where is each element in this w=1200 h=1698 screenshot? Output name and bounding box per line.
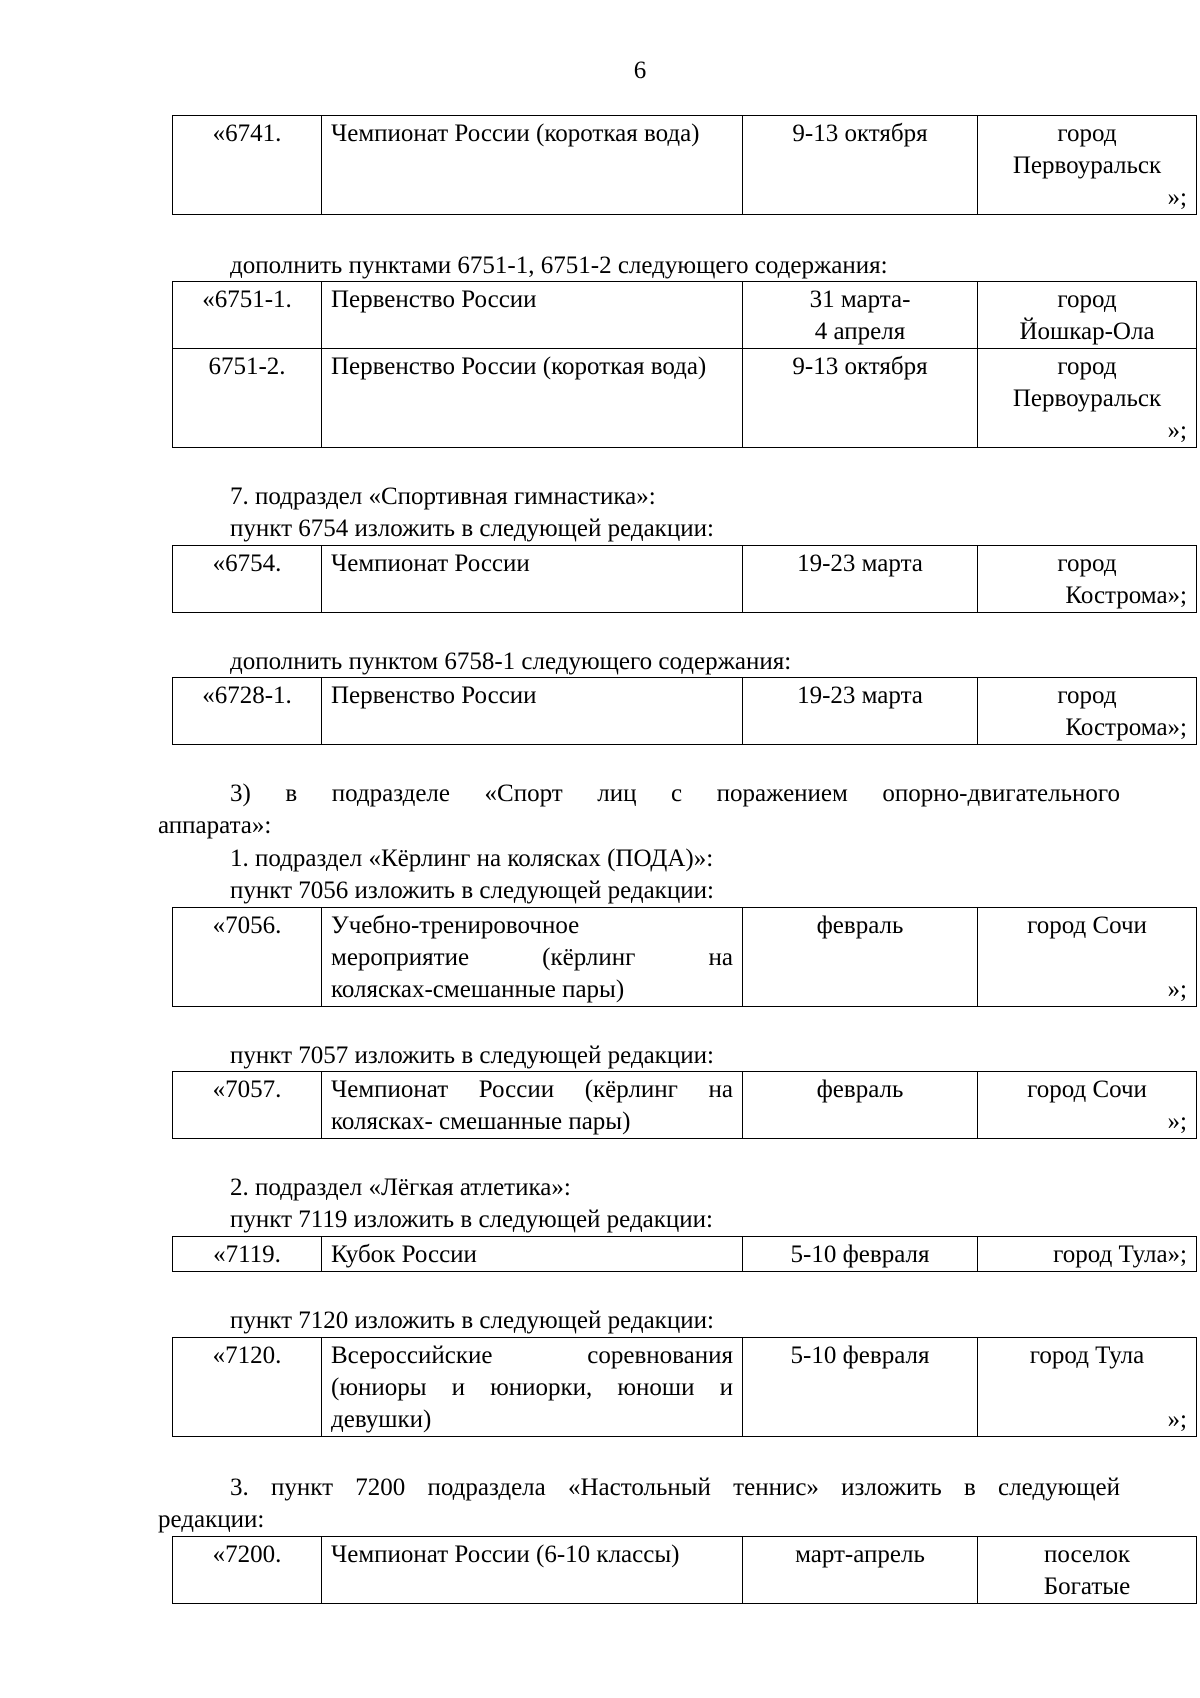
row-terminator: »; bbox=[1167, 417, 1187, 444]
item-number: «6754. bbox=[173, 546, 322, 613]
event-name: Чемпионат России (6-10 классы) bbox=[322, 1537, 743, 1604]
event-place bbox=[978, 282, 1197, 349]
table-row bbox=[173, 1072, 1197, 1139]
paragraph: редакции: bbox=[158, 1506, 265, 1533]
row-terminator: »; bbox=[1167, 184, 1187, 211]
date-line: 4 апреля bbox=[814, 318, 906, 345]
table-7057 bbox=[172, 1071, 1197, 1139]
place-text: город Сочи bbox=[1027, 1076, 1147, 1103]
table-row bbox=[173, 282, 1197, 349]
paragraph: дополнить пунктом 6758-1 следующего содержания: bbox=[230, 648, 792, 675]
table-row bbox=[173, 116, 1197, 215]
table-7200 bbox=[172, 1536, 1197, 1604]
table-6741 bbox=[172, 115, 1197, 215]
event-date: 19-23 марта bbox=[743, 546, 978, 613]
event-place bbox=[978, 908, 1197, 1007]
event-place bbox=[978, 1072, 1197, 1139]
event-name bbox=[322, 908, 743, 1007]
event-date: 19-23 марта bbox=[743, 678, 978, 745]
event-place bbox=[978, 1338, 1197, 1437]
table-7056 bbox=[172, 907, 1197, 1007]
item-number: «7120. bbox=[173, 1338, 322, 1437]
item-number: «6741. bbox=[173, 116, 322, 215]
name-line: мероприятие (кёрлинг на bbox=[331, 944, 733, 971]
place-line: город bbox=[1057, 286, 1117, 313]
table-row bbox=[173, 1537, 1197, 1604]
event-date: 9-13 октября bbox=[743, 116, 978, 215]
place-line: Кострома»; bbox=[1065, 582, 1187, 609]
table-row bbox=[173, 349, 1197, 448]
paragraph: 2. подраздел «Лёгкая атлетика»: bbox=[230, 1174, 571, 1201]
row-terminator: »; bbox=[1167, 1108, 1187, 1135]
paragraph: дополнить пунктами 6751-1, 6751-2 следующего содержания: bbox=[230, 252, 888, 279]
place-line: Йошкар-Ола bbox=[1019, 318, 1155, 345]
event-date: 5-10 февраля bbox=[743, 1338, 978, 1437]
paragraph: 1. подраздел «Кёрлинг на колясках (ПОДА)»: bbox=[230, 845, 714, 872]
event-date: 9-13 октября bbox=[743, 349, 978, 448]
paragraph: пункт 6754 изложить в следующей редакции: bbox=[230, 515, 714, 542]
table-row bbox=[173, 1237, 1197, 1272]
place-text: город Сочи bbox=[1027, 912, 1147, 939]
event-place bbox=[978, 116, 1197, 215]
event-name: Чемпионат России (кёрлинг на колясках- смешанные пары) bbox=[322, 1072, 743, 1139]
item-number: «7200. bbox=[173, 1537, 322, 1604]
event-name: Первенство России bbox=[322, 678, 743, 745]
paragraph: пункт 7119 изложить в следующей редакции: bbox=[230, 1206, 713, 1233]
table-7119 bbox=[172, 1236, 1197, 1272]
event-date: февраль bbox=[743, 908, 978, 1007]
paragraph: пункт 7056 изложить в следующей редакции: bbox=[230, 877, 714, 904]
table-6751 bbox=[172, 281, 1197, 448]
item-number: «7057. bbox=[173, 1072, 322, 1139]
name-line: Учебно-тренировочное bbox=[331, 912, 580, 939]
paragraph: пункт 7120 изложить в следующей редакции: bbox=[230, 1307, 714, 1334]
name-line: колясках-смешанные пары) bbox=[331, 976, 625, 1003]
item-number: 6751-2. bbox=[173, 349, 322, 448]
place-text: город Тула bbox=[1029, 1342, 1145, 1369]
item-number: «7056. bbox=[173, 908, 322, 1007]
event-name: Всероссийские соревнования (юниоры и юниорки, юноши и девушки) bbox=[322, 1338, 743, 1437]
place-text: город Первоуральск bbox=[1012, 120, 1162, 179]
table-row bbox=[173, 546, 1197, 613]
table-row bbox=[173, 1338, 1197, 1437]
event-name: Чемпионат России (короткая вода) bbox=[322, 116, 743, 215]
paragraph: 3) в подразделе «Спорт лиц с поражением опорно-двигательного bbox=[230, 780, 1120, 807]
event-name: Чемпионат России bbox=[322, 546, 743, 613]
event-place bbox=[978, 546, 1197, 613]
table-6728-1 bbox=[172, 677, 1197, 745]
paragraph: аппарата»: bbox=[158, 812, 272, 839]
place-line: город bbox=[1057, 550, 1117, 577]
event-name: Первенство России (короткая вода) bbox=[322, 349, 743, 448]
place-text: город Первоуральск bbox=[1012, 353, 1162, 412]
event-date: февраль bbox=[743, 1072, 978, 1139]
item-number: «7119. bbox=[173, 1237, 322, 1272]
paragraph: 3. пункт 7200 подраздела «Настольный теннис» изложить в следующей bbox=[230, 1474, 1120, 1501]
event-place bbox=[978, 678, 1197, 745]
row-terminator: »; bbox=[1167, 1406, 1187, 1433]
paragraph: 7. подраздел «Спортивная гимнастика»: bbox=[230, 483, 656, 510]
event-date: март-апрель bbox=[743, 1537, 978, 1604]
event-date: 5-10 февраля bbox=[743, 1237, 978, 1272]
event-place bbox=[978, 1537, 1197, 1604]
event-place: город Тула»; bbox=[978, 1237, 1197, 1272]
event-date bbox=[743, 282, 978, 349]
place-line: Богатые bbox=[1043, 1573, 1131, 1600]
table-7120 bbox=[172, 1337, 1197, 1437]
page-number: 6 bbox=[633, 57, 647, 84]
item-number: «6728-1. bbox=[173, 678, 322, 745]
date-line: 31 марта- bbox=[809, 286, 911, 313]
event-name: Кубок России bbox=[322, 1237, 743, 1272]
event-name: Первенство России bbox=[322, 282, 743, 349]
table-row bbox=[173, 678, 1197, 745]
item-number: «6751-1. bbox=[173, 282, 322, 349]
table-row bbox=[173, 908, 1197, 1007]
place-line: город bbox=[1057, 682, 1117, 709]
event-place bbox=[978, 349, 1197, 448]
paragraph: пункт 7057 изложить в следующей редакции: bbox=[230, 1042, 714, 1069]
table-6754 bbox=[172, 545, 1197, 613]
row-terminator: »; bbox=[1167, 976, 1187, 1003]
place-line: поселок bbox=[1043, 1541, 1131, 1568]
place-line: Кострома»; bbox=[1065, 714, 1187, 741]
